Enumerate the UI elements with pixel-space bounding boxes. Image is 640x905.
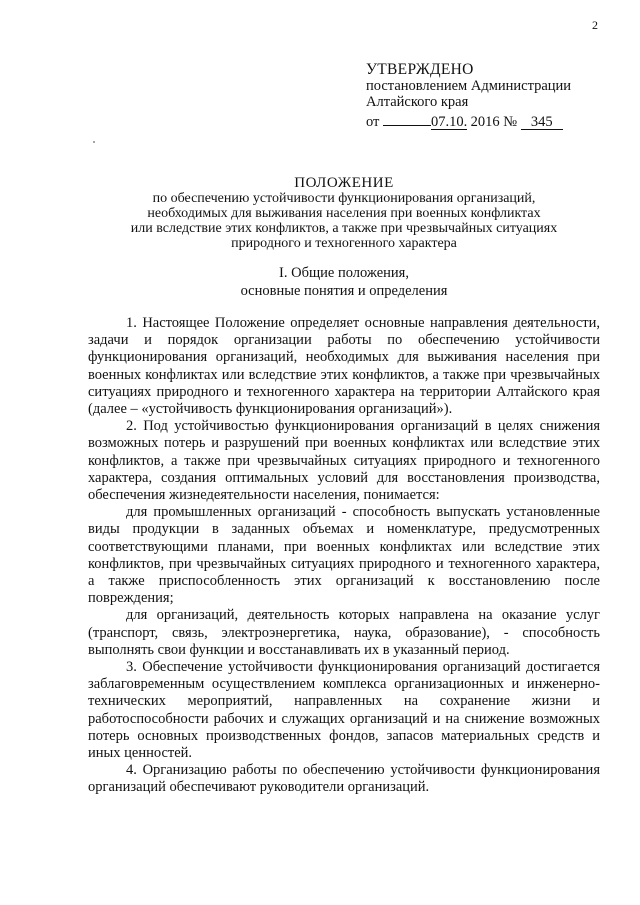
- title-line: необходимых для выживания населения при военных конфликтах: [147, 206, 541, 221]
- title-line: природного и техногенного характера: [231, 236, 457, 251]
- document-body: [88, 315, 600, 797]
- paragraph: для промышленных организаций - способность выпускать установленные виды продукции в заданных объемах и номенклатуре, предусмотренных соответствующими планами, при военных конфликтах или вследствие этих конфликтов, при чрезвычайных ситуациях природного и техногенного характера, а также приспособленность этих организаций к восстановлению после повреждения;: [88, 504, 600, 607]
- date-field: [431, 114, 467, 130]
- page-number: 2: [592, 18, 598, 32]
- paragraph: 1. Настоящее Положение определяет основные направления деятельности, задачи и порядок организации работы по обеспечению устойчивости функционирования организаций, необходимых для выживания населения при военных конфликтах или вследствие этих конфликтов, а также при чрезвычайных ситуациях природного и техногенного характера на территории Алтайского края (далее – «устойчивость функционирования организаций»).: [88, 315, 600, 418]
- title-line: или вследствие этих конфликтов, а также при чрезвычайных ситуациях: [130, 221, 558, 236]
- approval-stamp: [366, 62, 571, 130]
- number-value: 345: [530, 114, 553, 130]
- approval-line-2: Алтайского края: [366, 94, 469, 110]
- approval-from-label: от: [366, 114, 380, 130]
- approval-date-row: [366, 110, 571, 130]
- paragraph: 4. Организацию работы по обеспечению устойчивости функционирования организаций обеспечивают руководители организаций.: [88, 762, 600, 796]
- paragraph: 3. Обеспечение устойчивости функционирования организаций достигается заблаговременным осуществлением комплекса организационных и инженерно-технических мероприятий, направленных на сохранение жизни и работоспособности рабочих и служащих организаций и на снижение возможных потерь основных производственных фондов, запасов материальных средств и иных ценностей.: [88, 659, 600, 762]
- scan-speck: [93, 141, 95, 143]
- section-line-2: основные понятия и определения: [240, 283, 448, 299]
- paragraph: 2. Под устойчивостью функционирования организаций в целях снижения возможных потерь и разрушений при военных конфликтах или вследствие этих конфликтов, а также при чрезвычайных ситуациях природного и техногенного характера, создания оптимальных условий для восстановления производства, обеспечения жизнедеятельности населения, понимается:: [88, 418, 600, 504]
- section-heading: [88, 264, 600, 300]
- date-blank: [383, 110, 431, 126]
- number-field: [521, 114, 563, 130]
- year-number-label: 2016 №: [470, 114, 518, 130]
- approval-line-1: постановлением Администрации: [366, 78, 572, 94]
- section-line-1: I. Общие положения,: [279, 265, 409, 281]
- document-title: [88, 176, 600, 251]
- title-heading: ПОЛОЖЕНИЕ: [294, 175, 394, 191]
- paragraph: для организаций, деятельность которых направлена на оказание услуг (транспорт, связь, электроэнергетика, наука, образование), - способность выполнять свои функции и восстанавливать их в указанный период.: [88, 607, 600, 658]
- date-value: 07.10.: [431, 114, 468, 130]
- title-line: по обеспечению устойчивости функционирования организаций,: [152, 191, 536, 206]
- approval-heading: УТВЕРЖДЕНО: [366, 61, 474, 78]
